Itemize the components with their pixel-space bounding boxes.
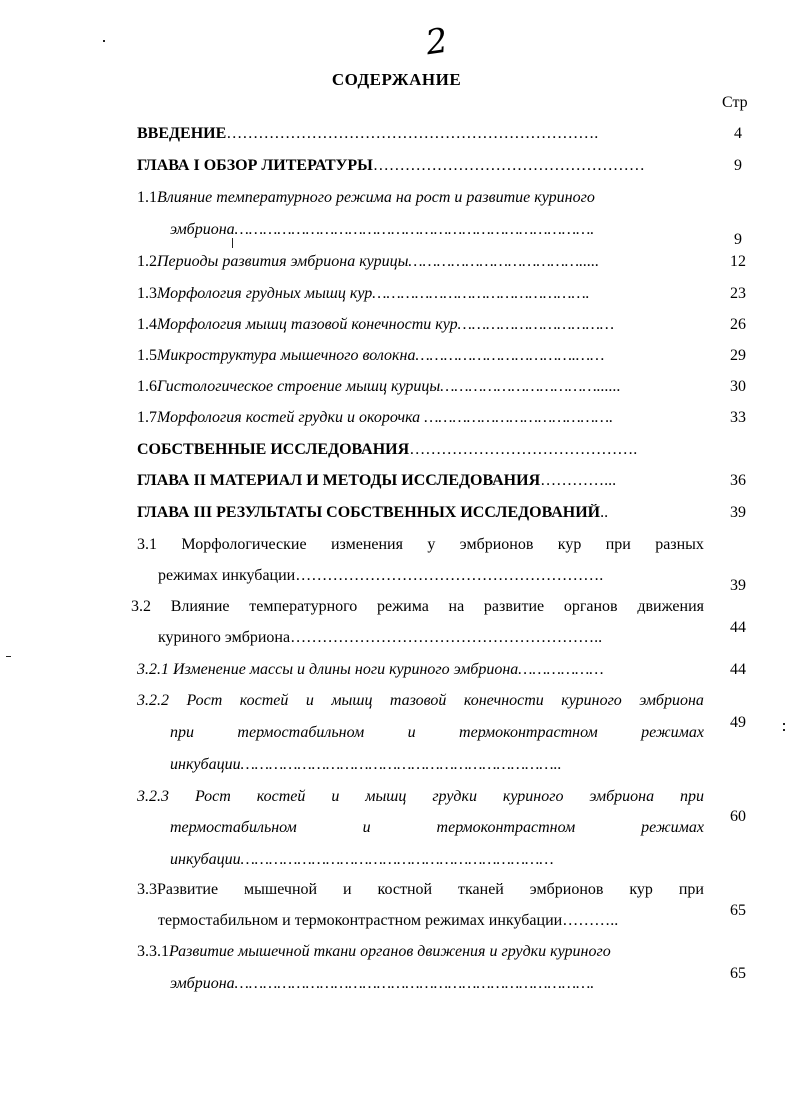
toc-entry: 1.1Влияние температурного режима на рост и развитие куриного	[137, 189, 595, 206]
toc-page-number: 12	[730, 253, 746, 270]
toc-page-number: 44	[730, 661, 746, 678]
toc-entry-continuation: эмбриона………………………………………………………………….	[170, 975, 595, 992]
toc-page-number: 9	[734, 157, 742, 174]
toc-page-number: 36	[730, 472, 746, 489]
toc-page-number: 23	[730, 285, 746, 302]
toc-entry-continuation: эмбриона………………………………………………………………….	[170, 221, 595, 238]
scan-speck	[783, 729, 785, 731]
toc-entry: ВВЕДЕНИЕ…………………………………………………………….	[137, 125, 599, 142]
toc-entry: ГЛАВА I ОБЗОР ЛИТЕРАТУРЫ……………………………………………	[137, 157, 645, 174]
toc-entry: СОБСТВЕННЫЕ ИССЛЕДОВАНИЯ…………………………………….	[137, 441, 638, 458]
toc-page-number: 49	[730, 714, 746, 731]
scan-speck	[103, 40, 105, 42]
toc-entry: 3.2 Влияние температурного режима на развитие органов движения	[131, 598, 704, 615]
toc-entry-continuation: термостабильном и термоконтрастном режимах	[170, 819, 704, 836]
toc-page-number: 30	[730, 378, 746, 395]
toc-entry: 1.3Морфология грудных мышц кур……………………………………….	[137, 285, 590, 302]
scan-speck	[6, 656, 11, 657]
toc-page-number: 29	[730, 347, 746, 364]
toc-page-number: 9	[734, 231, 742, 248]
scan-speck	[232, 238, 233, 248]
page-column-label: Стр	[722, 94, 748, 111]
toc-entry-continuation: при термостабильном и термоконтрастном режимах	[170, 724, 704, 741]
toc-entry-continuation: режимах инкубации………………………………………………….	[158, 567, 604, 584]
toc-entry: 3.2.1 Изменение массы и длины ноги куриного эмбриона………………	[137, 661, 604, 678]
toc-page-number: 65	[730, 965, 746, 982]
toc-page-number: 39	[730, 577, 746, 594]
toc-entry: 3.1 Морфологические изменения у эмбрионов кур при разных	[137, 536, 704, 553]
toc-entry: 3.3.1Развитие мышечной ткани органов движения и грудки куриного	[137, 943, 611, 960]
scan-speck	[783, 723, 785, 725]
toc-page-number: 33	[730, 409, 746, 426]
toc-entry: ГЛАВА II МАТЕРИАЛ И МЕТОДЫ ИССЛЕДОВАНИЯ…………...	[137, 472, 617, 489]
toc-page-number: 60	[730, 808, 746, 825]
toc-entry-continuation: инкубации…………………………………………………………	[170, 851, 554, 868]
handwritten-page-number: 2	[423, 20, 451, 64]
toc-entry-continuation: инкубации…………………………………………………………..	[170, 756, 562, 773]
toc-page-number: 4	[734, 125, 742, 142]
toc-entry: 1.4Морфология мышц тазовой конечности кур……………………………	[137, 316, 615, 333]
toc-page-number: 39	[730, 504, 746, 521]
toc-entry: 1.6Гистологическое строение мышц курицы……………………………......	[137, 378, 621, 395]
toc-entry: 3.3Развитие мышечной и костной тканей эмбрионов кур при	[137, 881, 704, 898]
page-title: СОДЕРЖАНИЕ	[331, 70, 462, 89]
toc-entry: 3.2.2 Рост костей и мышц тазовой конечности куриного эмбриона	[137, 692, 704, 709]
toc-entry: 1.2Периоды развития эмбриона курицы……………………………….....	[137, 253, 600, 270]
toc-entry: 1.7Морфология костей грудки и окорочка ………………………………….	[137, 409, 614, 426]
toc-entry: 1.5Микроструктура мышечного волокна…………………………….……	[137, 347, 605, 364]
toc-page-number: 26	[730, 316, 746, 333]
toc-entry-continuation: термостабильном и термоконтрастном режимах инкубации………..	[158, 912, 619, 929]
toc-entry: ГЛАВА III РЕЗУЛЬТАТЫ СОБСТВЕННЫХ ИССЛЕДОВАНИЙ..	[137, 504, 609, 521]
toc-page-number: 44	[730, 619, 746, 636]
toc-entry: 3.2.3 Рост костей и мышц грудки куриного эмбриона при	[137, 788, 704, 805]
toc-page-number: 65	[730, 902, 746, 919]
toc-entry-continuation: куриного эмбриона…………………………………………………..	[158, 629, 603, 646]
